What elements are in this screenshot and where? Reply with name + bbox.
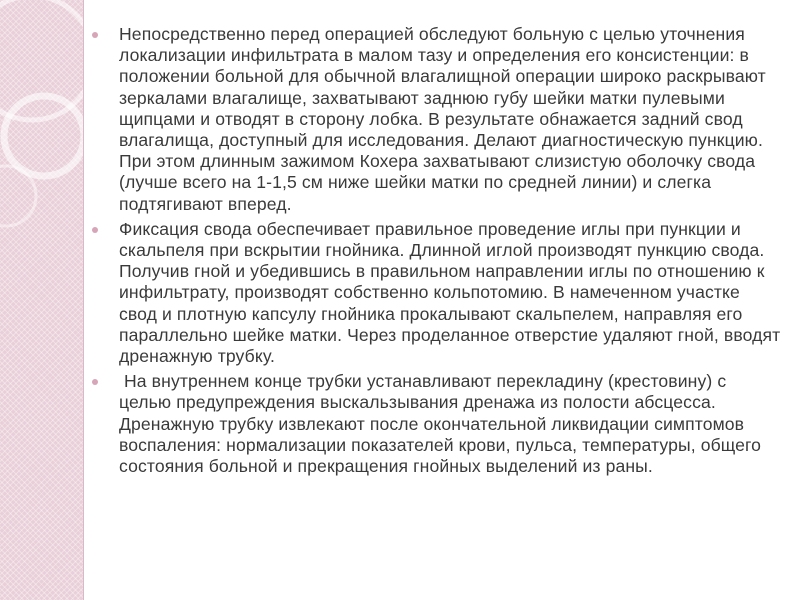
bullet-icon [92,32,98,38]
paragraph-text: Фиксация свода обеспечивает правильное проведение иглы при пункции и скальпеля при вскрытии гнойника. Длинной иглой производят пункцию свода. Получив гной и убедившись в правильном направлении иглы по отношению к инфильтрату, производят собственно кольпотомию. В намеченном участке свод и плотную капсулу гнойника прокалывают скальпелем, направляя его параллельно шейке матки. Через проделанное отверстие удаляют гной, вводят дренажную трубку. [119,218,781,367]
bullet-icon [92,227,98,233]
paragraph-text: На внутреннем конце трубки устанавливают перекладину (крестовину) с целью предупреждения выскальзывания дренажа из полости абсцесса. Дренажную трубку извлекают после окончательной ликвидации симптомов воспаления: нормализации показателей крови, пульса, температуры, общего состояния больной и прекращения гнойных выделений из раны. [119,371,767,477]
paragraph-text: Непосредственно перед операцией обследуют больную с целью уточнения локализации инфильтрата в малом тазу и определения его консистенции: в положении больной для обычной влагалищной операции широко раскрывают зеркалами влагалище, захватывают заднюю губу шейки матки пулевыми щипцами и отводят в сторону лобка. В результате обнажается задний свод влагалища, доступный для исследования. Делают диагностическую пункцию. При этом длинным зажимом Кохера захватывают слизистую оболочку свода (лучше всего на 1-1,5 см ниже шейки матки по средней линии) и слегка подтягивают вперед. [119,24,766,214]
band-divider-line [83,0,84,600]
decorative-side-band [0,0,83,600]
bullet-paragraph-2 [92,219,782,367]
bullet-icon [92,379,98,385]
decorative-circles [0,0,83,600]
bullet-paragraph-3 [92,371,782,477]
bullet-paragraph-1 [92,24,782,215]
slide-body [92,24,782,481]
decorative-ring-medium [4,96,83,176]
